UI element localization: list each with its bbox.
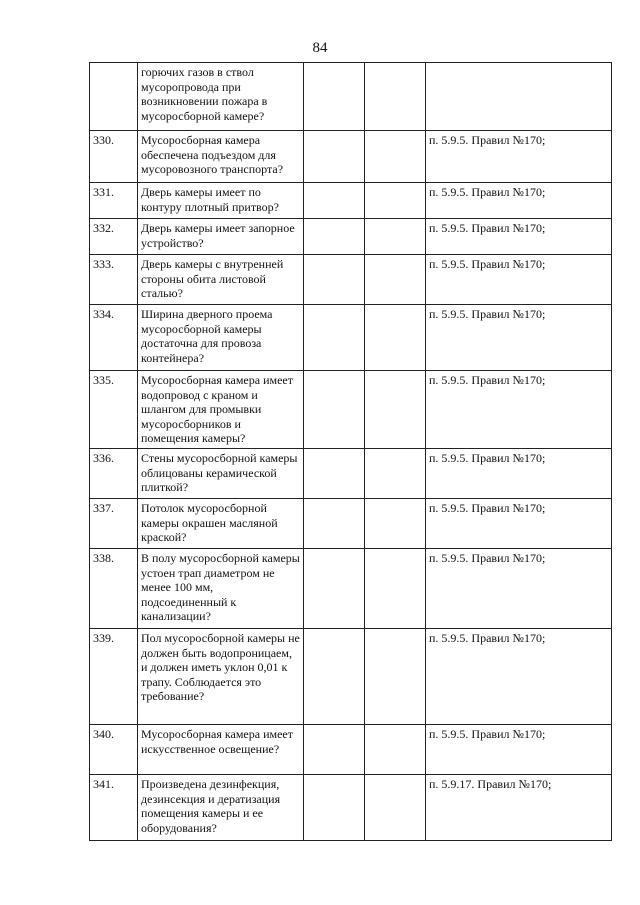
regulation-reference: п. 5.9.5. Правил №170; <box>426 499 612 549</box>
item-number: 337. <box>90 499 138 549</box>
item-number: 333. <box>90 255 138 305</box>
answer-cell-no <box>365 549 426 629</box>
answer-cell-no <box>365 219 426 255</box>
table-row <box>90 629 612 725</box>
answer-cell-no <box>365 371 426 449</box>
answer-cell-no <box>365 305 426 371</box>
answer-cell-no <box>365 629 426 725</box>
answer-cell-yes <box>304 725 365 775</box>
answer-cell-yes <box>304 499 365 549</box>
answer-cell-no <box>365 255 426 305</box>
answer-cell-yes <box>304 131 365 183</box>
item-number: 332. <box>90 219 138 255</box>
item-number: 331. <box>90 183 138 219</box>
question-text: Мусоросборная камера обеспечена подъездом для мусоровозного транспорта? <box>138 131 304 183</box>
item-number: 341. <box>90 775 138 841</box>
table-row <box>90 219 612 255</box>
regulation-reference: п. 5.9.5. Правил №170; <box>426 371 612 449</box>
table-row <box>90 305 612 371</box>
item-number: 330. <box>90 131 138 183</box>
regulation-reference: п. 5.9.5. Правил №170; <box>426 255 612 305</box>
answer-cell-yes <box>304 305 365 371</box>
item-number: 335. <box>90 371 138 449</box>
answer-cell-no <box>365 449 426 499</box>
question-text: Ширина дверного проема мусоросборной камеры достаточна для провоза контейнера? <box>138 305 304 371</box>
item-number: 340. <box>90 725 138 775</box>
table-row <box>90 63 612 131</box>
table-row <box>90 183 612 219</box>
answer-cell-no <box>365 775 426 841</box>
question-text: В полу мусоросборной камеры устоен трап диаметром не менее 100 мм, подсоединенный к канализации? <box>138 549 304 629</box>
question-text: Произведена дезинфекция, дезинсекция и дератизация помещения камеры и ее оборудования? <box>138 775 304 841</box>
regulation-reference: п. 5.9.5. Правил №170; <box>426 549 612 629</box>
item-number: 336. <box>90 449 138 499</box>
question-text: Дверь камеры имеет запорное устройство? <box>138 219 304 255</box>
answer-cell-yes <box>304 183 365 219</box>
item-number: 334. <box>90 305 138 371</box>
question-text: Пол мусоросборной камеры не должен быть водопроницаем, и должен иметь уклон 0,01 к трапу. Соблюдается это требование? <box>138 629 304 725</box>
answer-cell-no <box>365 131 426 183</box>
question-text: Дверь камеры имеет по контуру плотный притвор? <box>138 183 304 219</box>
table-row <box>90 775 612 841</box>
answer-cell-no <box>365 725 426 775</box>
item-number <box>90 63 138 131</box>
question-text: Мусоросборная камера имеет водопровод с краном и шлангом для промывки мусоросборников и помещения камеры? <box>138 371 304 449</box>
answer-cell-yes <box>304 629 365 725</box>
regulation-reference: п. 5.9.5. Правил №170; <box>426 725 612 775</box>
table-row <box>90 725 612 775</box>
question-text: горючих газов в ствол мусоропровода при возникновении пожара в мусоросборной камере? <box>138 63 304 131</box>
answer-cell-yes <box>304 449 365 499</box>
table-row <box>90 371 612 449</box>
question-text: Дверь камеры с внутренней стороны обита листовой сталью? <box>138 255 304 305</box>
answer-cell-yes <box>304 255 365 305</box>
answer-cell-yes <box>304 775 365 841</box>
answer-cell-no <box>365 63 426 131</box>
answer-cell-yes <box>304 371 365 449</box>
answer-cell-yes <box>304 63 365 131</box>
answer-cell-yes <box>304 549 365 629</box>
table-row <box>90 499 612 549</box>
regulation-reference: п. 5.9.5. Правил №170; <box>426 219 612 255</box>
question-text: Мусоросборная камера имеет искусственное освещение? <box>138 725 304 775</box>
question-text: Потолок мусоросборной камеры окрашен масляной краской? <box>138 499 304 549</box>
table-row <box>90 449 612 499</box>
answer-cell-no <box>365 499 426 549</box>
checklist-table <box>89 62 612 841</box>
regulation-reference <box>426 63 612 131</box>
regulation-reference: п. 5.9.5. Правил №170; <box>426 449 612 499</box>
regulation-reference: п. 5.9.5. Правил №170; <box>426 131 612 183</box>
question-text: Стены мусоросборной камеры облицованы керамической плиткой? <box>138 449 304 499</box>
page-number: 84 <box>312 40 328 56</box>
answer-cell-no <box>365 183 426 219</box>
answer-cell-yes <box>304 219 365 255</box>
table-row <box>90 131 612 183</box>
table-row <box>90 255 612 305</box>
item-number: 338. <box>90 549 138 629</box>
item-number: 339. <box>90 629 138 725</box>
regulation-reference: п. 5.9.5. Правил №170; <box>426 629 612 725</box>
regulation-reference: п. 5.9.5. Правил №170; <box>426 305 612 371</box>
regulation-reference: п. 5.9.17. Правил №170; <box>426 775 612 841</box>
regulation-reference: п. 5.9.5. Правил №170; <box>426 183 612 219</box>
table-row <box>90 549 612 629</box>
